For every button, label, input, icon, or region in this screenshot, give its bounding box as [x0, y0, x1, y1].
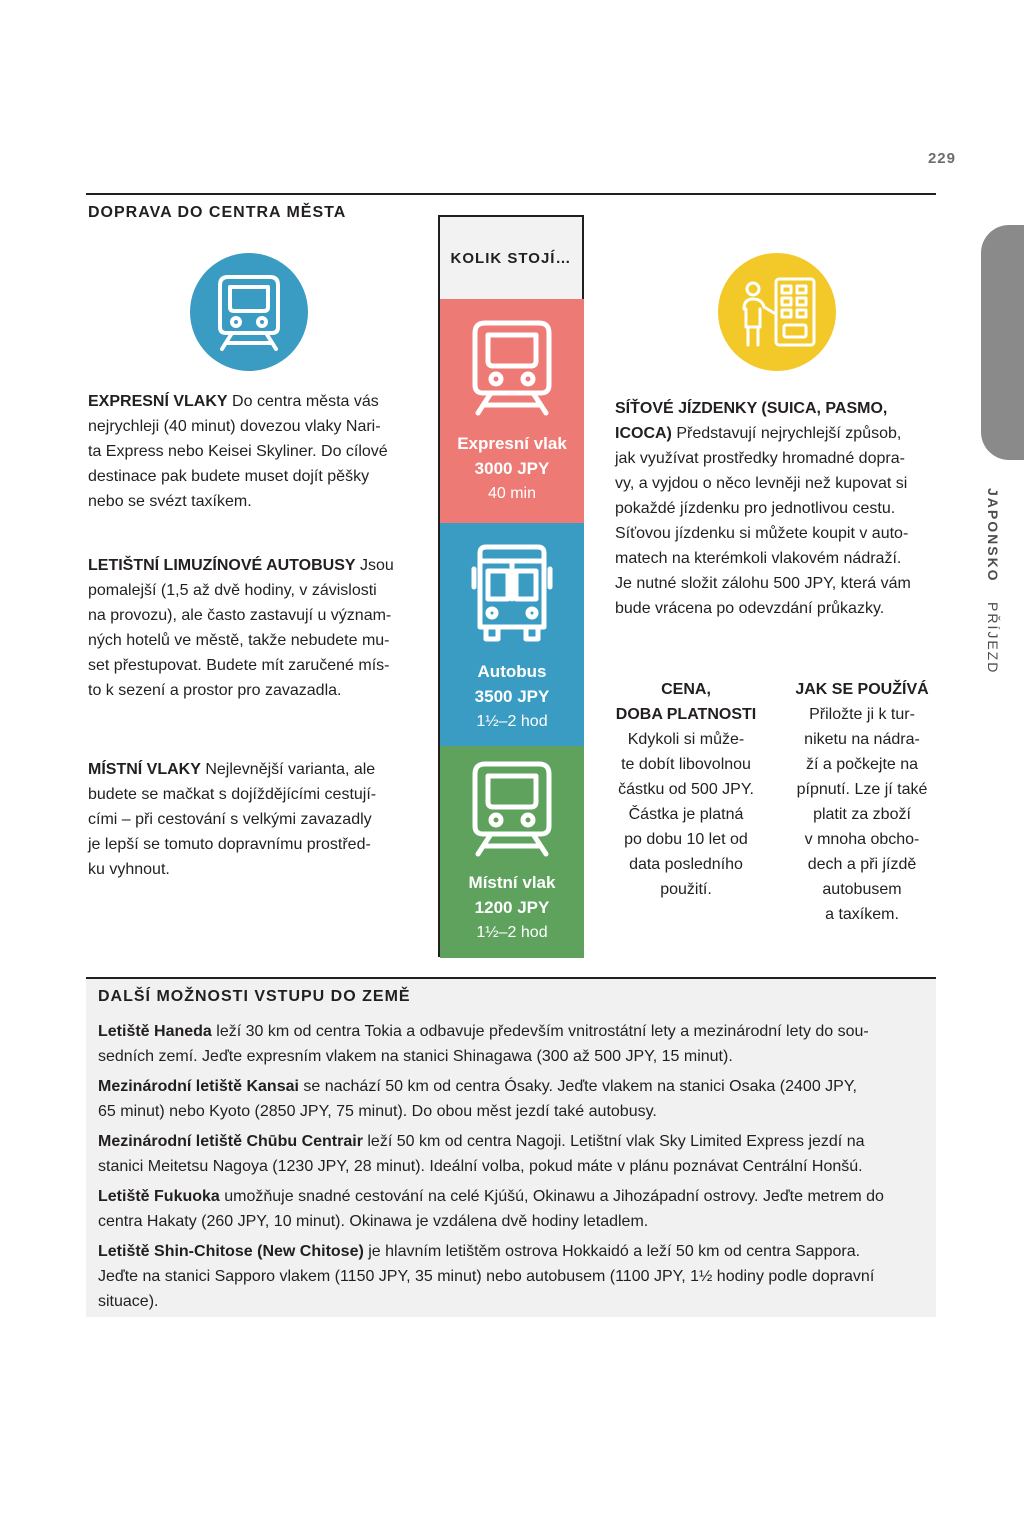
local-train-time: 1½–2 hod	[476, 924, 548, 941]
express-train-price-block	[440, 299, 584, 523]
other-entry-options-title: DALŠÍ MOŽNOSTI VSTUPU DO ZEMĚ	[98, 988, 411, 1005]
section-title: DOPRAVA DO CENTRA MĚSTA	[88, 204, 347, 221]
how-to-use-column: JAK SE POUŽÍVÁ Přiložte ji k tur- niketu na nádra- ží a počkejte na pípnutí. Lze jí také platit za zboží v mnoha obcho- dech a při jízdě autobusem a taxíkem.	[783, 677, 941, 927]
limousine-bus-paragraph: LETIŠTNÍ LIMUZÍNOVÉ AUTOBUSY Jsou pomalejší (1,5 až dvě hodiny, v závislosti na provozu), ale často zastavují u význam- ných hotelů ve městě, takže nebudete mu- set přestupovat. Budete mít zaručené mís- to k sezení a prostor pro zavazadla.	[88, 557, 394, 699]
how-to-use-heading: JAK SE POUŽÍVÁ	[795, 681, 929, 698]
other-entry-options-text	[98, 1019, 923, 1319]
side-tab-section: PŘÍJEZD	[985, 602, 1001, 675]
entry-chubu: Mezinárodní letiště Chūbu Centrair leží 50 km od centra Nagoji. Letištní vlak Sky Limited Express jezdí na stanici Meitetsu Nagoya (1230 JPY, 28 minut). Ideální volba, pokud máte v plánu poznávat Centrální Honšú.	[98, 1133, 865, 1175]
express-trains-heading: EXPRESNÍ VLAKY	[88, 393, 228, 410]
train-icon	[471, 758, 553, 858]
express-train-price: 3000 JPY	[474, 459, 550, 478]
entry-kansai: Mezinárodní letiště Kansai se nachází 50 km od centra Ósaky. Jeďte vlakem na stanici Osaka (2400 JPY, 65 minut) nebo Kyoto (2850 JPY, 75 minut). Do obou měst jezdí také autobusy.	[98, 1078, 857, 1120]
local-trains-heading: MÍSTNÍ VLAKY	[88, 761, 201, 778]
side-tab	[981, 225, 1024, 460]
bus-price: 3500 JPY	[474, 687, 550, 706]
top-rule	[86, 193, 936, 195]
price-validity-heading-line-2: DOBA PLATNOSTI	[615, 706, 757, 723]
ic-cards-heading-line-1: SÍŤOVÉ JÍZDENKY (SUICA, PASMO,	[615, 400, 888, 417]
bus-icon	[470, 541, 554, 645]
entry-fukuoka: Letiště Fukuoka umožňuje snadné cestování na celé Kjúšú, Okinawu a Jihozápadní ostrovy. Jeďte metrem do centra Hakaty (260 JPY, 10 minut). Okinawa je vzdálena dvě hodiny letadlem.	[98, 1188, 884, 1230]
entry-haneda: Letiště Haneda leží 30 km od centra Tokia a odbavuje především vnitrostátní lety a mezinárodní lety do sou- sedních zemí. Jeďte expresním vlakem na stanici Shinagawa (300 až 500 JPY, 15 minut).	[98, 1023, 869, 1065]
ic-cards-heading-line-2: ICOCA)	[615, 425, 672, 442]
express-train-time: 40 min	[487, 485, 537, 502]
entry-shin-chitose: Letiště Shin-Chitose (New Chitose) je hlavním letištěm ostrova Hokkaidó a leží 50 km od centra Sappora. Jeďte na stanici Sapporo vlakem (1150 JPY, 35 minut) nebo autobusem (1100 JPY, 1½ hodiny podle dopravní situace).	[98, 1243, 875, 1310]
train-icon-circle	[190, 253, 308, 371]
bus-label: Autobus	[477, 662, 547, 681]
limousine-bus-heading: LETIŠTNÍ LIMUZÍNOVÉ AUTOBUSY	[88, 557, 356, 574]
local-trains-paragraph: MÍSTNÍ VLAKY Nejlevnější varianta, ale budete se mačkat s dojíždějícími cestují- cími – při cestování s velkými zavazadly je lepší se tomuto dopravnímu prostřed- ku vyhnout.	[88, 761, 377, 878]
express-trains-paragraph: EXPRESNÍ VLAKY Do centra města vás nejrychleji (40 minut) dovezou vlaky Nari- ta Express nebo Keisei Skyliner. Do cílové destinace pak budete muset dojít pěšky nebo se svézt taxíkem.	[88, 393, 388, 510]
train-icon	[216, 271, 282, 353]
train-icon	[471, 317, 553, 417]
page-number: 229	[927, 150, 956, 167]
ticket-machine-icon	[736, 275, 818, 349]
local-train-label: Místní vlak	[468, 873, 556, 892]
price-column-heading: KOLIK STOJÍ…	[440, 217, 582, 299]
side-tab-text	[985, 488, 1001, 675]
ic-cards-paragraph: SÍŤOVÉ JÍZDENKY (SUICA, PASMO, ICOCA) Představují nejrychlejší způsob, jak využívat prostředky hromadné dopra- vy, a vyjdou o něco levněji než kupovat si pokaždé jízdenku pro jednotlivou cestu. Síťovou jízdenku si můžete koupit v auto- matech na kterémkoli vlakovém nádraží. Je nutné složit zálohu 500 JPY, která vám bude vrácena po odevzdání průkazky.	[615, 400, 911, 617]
price-validity-column: CENA, DOBA PLATNOSTI Kdykoli si může- te dobít libovolnou částku od 500 JPY. Částka je platná po dobu 10 let od data posledního použití.	[605, 677, 767, 902]
bus-time: 1½–2 hod	[476, 713, 548, 730]
local-train-price: 1200 JPY	[474, 898, 550, 917]
price-validity-heading-line-1: CENA,	[661, 681, 711, 698]
bus-price-block	[440, 523, 584, 746]
side-tab-country: JAPONSKO	[985, 488, 1001, 583]
local-train-price-block	[440, 746, 584, 958]
ticket-machine-icon-circle	[718, 253, 836, 371]
express-train-label: Expresní vlak	[457, 434, 567, 453]
